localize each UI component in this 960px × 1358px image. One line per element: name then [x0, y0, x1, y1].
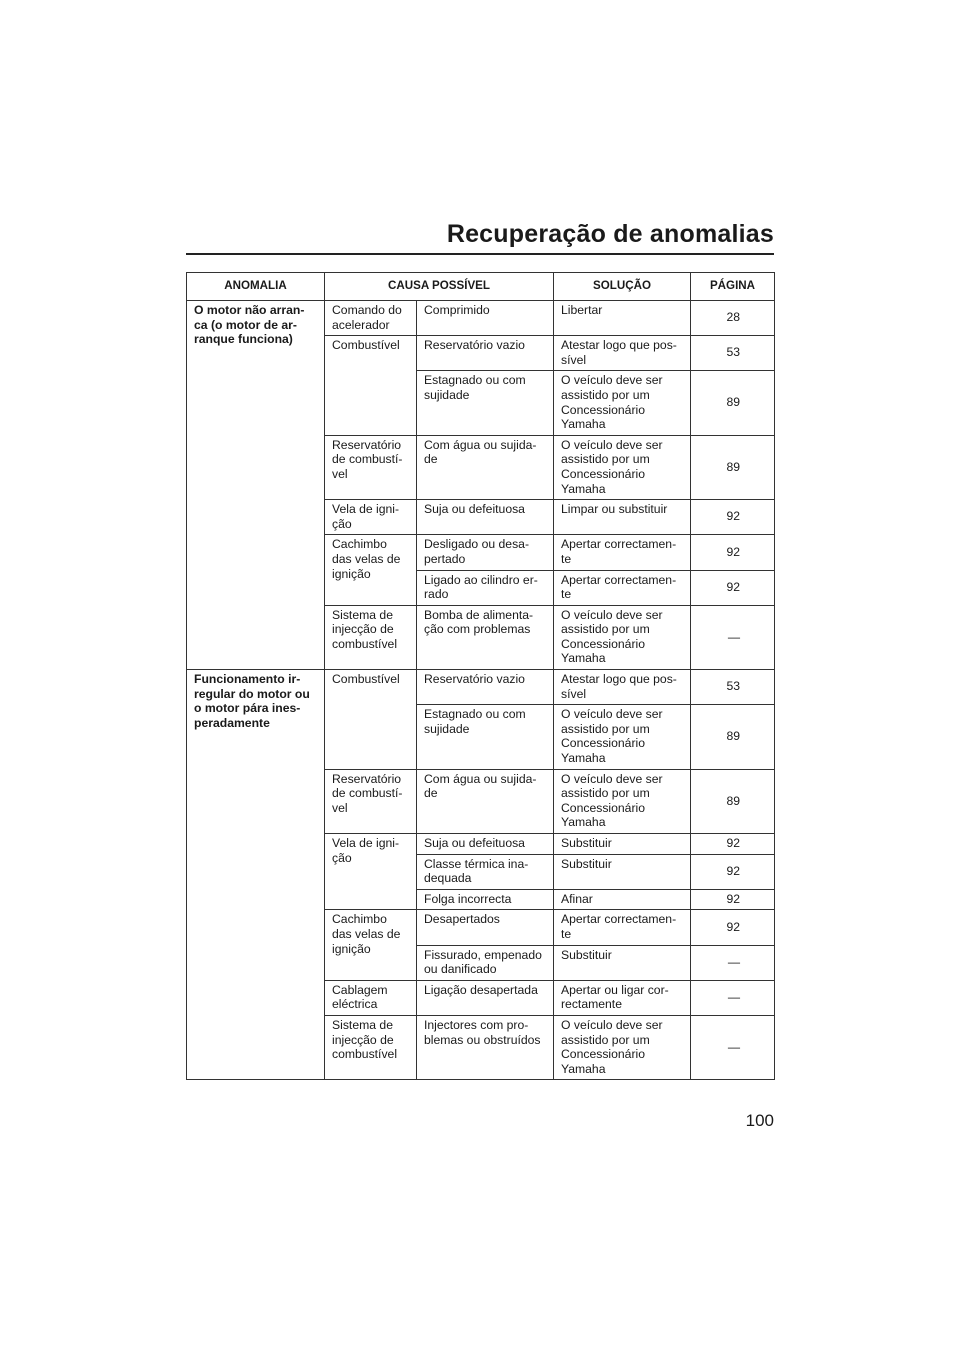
header-anomalia: ANOMALIA [187, 273, 325, 301]
solution-cell: Apertar correctamen- te [554, 535, 691, 570]
solution-cell: O veículo deve ser assistido por um Concessionário Yamaha [554, 769, 691, 833]
solution-cell: O veículo deve ser assistido por um Concessionário Yamaha [554, 435, 691, 499]
solution-cell: Atestar logo que pos- sível [554, 336, 691, 371]
condition-cell: Com água ou sujida- de [417, 435, 554, 499]
cause-cell: Sistema de injecção de combustível [325, 605, 417, 669]
condition-cell: Desligado ou desa- pertado [417, 535, 554, 570]
condition-cell: Com água ou sujida- de [417, 769, 554, 833]
condition-cell: Reservatório vazio [417, 336, 554, 371]
solution-cell: Libertar [554, 301, 691, 336]
solution-cell: Apertar correctamen- te [554, 910, 691, 945]
solution-cell: Limpar ou substituir [554, 500, 691, 535]
solution-cell: Afinar [554, 889, 691, 910]
condition-cell: Estagnado ou com sujidade [417, 705, 554, 769]
header-causa-possivel: CAUSA POSSÍVEL [325, 273, 554, 301]
cause-cell: Cachimbo das velas de ignição [325, 535, 417, 605]
problem-cell: O motor não arran- ca (o motor de ar- ranque funciona) [187, 301, 325, 670]
condition-cell: Desapertados [417, 910, 554, 945]
table-header-row [187, 273, 775, 301]
cause-cell: Comando do acelerador [325, 301, 417, 336]
condition-cell: Suja ou defeituosa [417, 834, 554, 855]
solution-cell: O veículo deve ser assistido por um Concessionário Yamaha [554, 1015, 691, 1079]
page-cell: 92 [691, 854, 775, 889]
page-cell: 92 [691, 500, 775, 535]
page-cell: 89 [691, 705, 775, 769]
condition-cell: Fissurado, empenado ou danificado [417, 945, 554, 980]
page-cell: 53 [691, 336, 775, 371]
page-cell: 53 [691, 670, 775, 705]
condition-cell: Comprimido [417, 301, 554, 336]
title-divider [186, 253, 774, 255]
page-cell: 92 [691, 834, 775, 855]
cause-cell: Vela de igni- ção [325, 500, 417, 535]
cause-cell: Reservatório de combustí- vel [325, 435, 417, 499]
cause-cell: Sistema de injecção de combustível [325, 1015, 417, 1079]
page-cell: 89 [691, 769, 775, 833]
cause-cell: Combustível [325, 670, 417, 770]
page-cell: — [691, 1015, 775, 1079]
page-cell: 89 [691, 371, 775, 435]
solution-cell: Substituir [554, 945, 691, 980]
troubleshooting-table [186, 272, 775, 1080]
solution-cell: O veículo deve ser assistido por um Concessionário Yamaha [554, 705, 691, 769]
cause-cell: Cachimbo das velas de ignição [325, 910, 417, 980]
page-cell: — [691, 945, 775, 980]
page-title: Recuperação de anomalias [446, 220, 774, 248]
condition-cell: Bomba de alimenta- ção com problemas [417, 605, 554, 669]
page-cell: 92 [691, 910, 775, 945]
condition-cell: Suja ou defeituosa [417, 500, 554, 535]
solution-cell: O veículo deve ser assistido por um Concessionário Yamaha [554, 605, 691, 669]
condition-cell: Folga incorrecta [417, 889, 554, 910]
page-cell: 89 [691, 435, 775, 499]
condition-cell: Ligação desapertada [417, 980, 554, 1015]
page-cell: 92 [691, 535, 775, 570]
solution-cell: Atestar logo que pos- sível [554, 670, 691, 705]
cause-cell: Combustível [325, 336, 417, 436]
solution-cell: Substituir [554, 834, 691, 855]
condition-cell: Injectores com pro- blemas ou obstruídos [417, 1015, 554, 1079]
header-pagina: PÁGINA [691, 273, 775, 301]
condition-cell: Ligado ao cilindro er- rado [417, 570, 554, 605]
table-row [187, 301, 775, 336]
cause-cell: Vela de igni- ção [325, 834, 417, 910]
solution-cell: Apertar ou ligar cor- rectamente [554, 980, 691, 1015]
cause-cell: Reservatório de combustí- vel [325, 769, 417, 833]
page-number: 100 [745, 1111, 774, 1130]
solution-cell: O veículo deve ser assistido por um Concessionário Yamaha [554, 371, 691, 435]
solution-cell: Apertar correctamen- te [554, 570, 691, 605]
table-body [187, 301, 775, 1080]
page-cell: 28 [691, 301, 775, 336]
condition-cell: Estagnado ou com sujidade [417, 371, 554, 435]
header-solucao: SOLUÇÃO [554, 273, 691, 301]
table-row [187, 670, 775, 705]
condition-cell: Reservatório vazio [417, 670, 554, 705]
page-cell: — [691, 605, 775, 669]
condition-cell: Classe térmica ina- dequada [417, 854, 554, 889]
solution-cell: Substituir [554, 854, 691, 889]
page-cell: — [691, 980, 775, 1015]
cause-cell: Cablagem eléctrica [325, 980, 417, 1015]
page-cell: 92 [691, 889, 775, 910]
problem-cell: Funcionamento ir- regular do motor ou o motor pára ines- peradamente [187, 670, 325, 1080]
page-cell: 92 [691, 570, 775, 605]
